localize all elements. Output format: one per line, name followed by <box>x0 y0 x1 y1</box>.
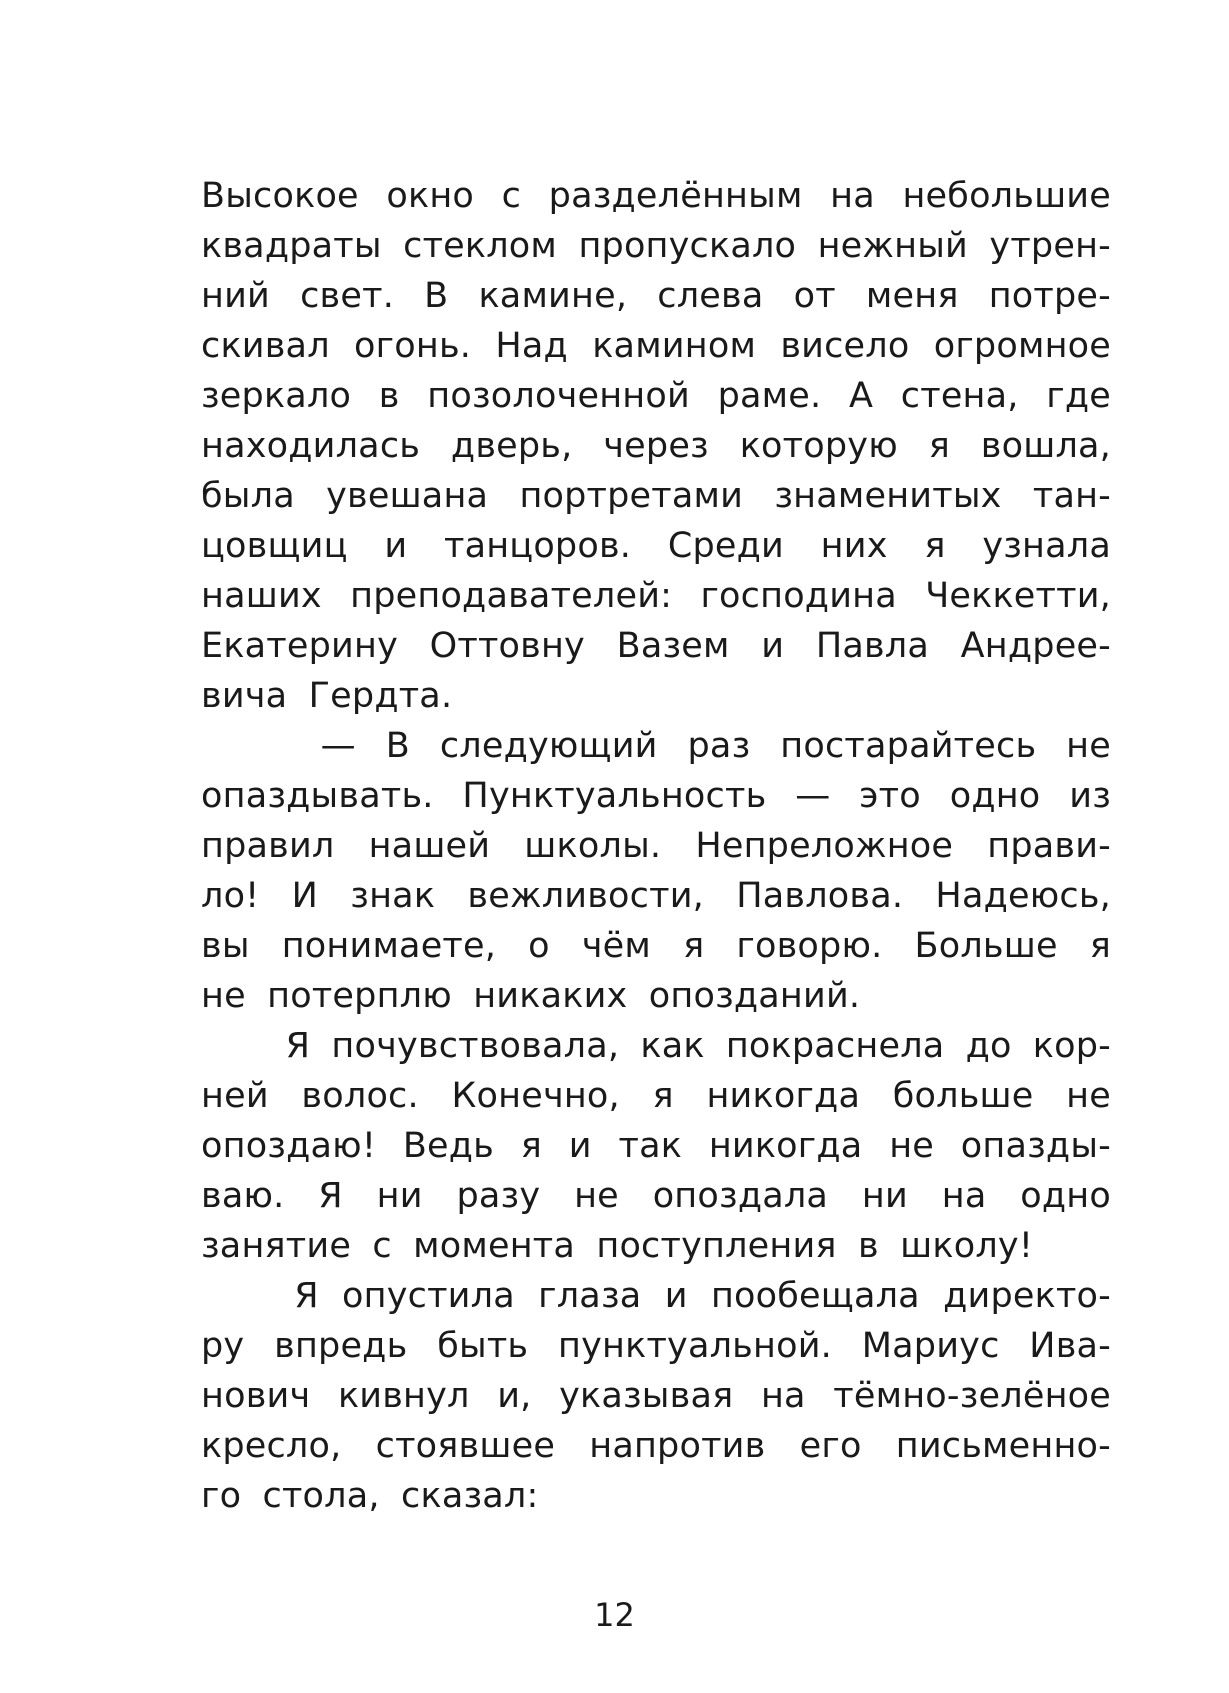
text-line: находилась дверь, через которую я вошла, <box>201 426 1111 466</box>
text-line: го стола, сказал: <box>201 1476 539 1516</box>
text-line: занятие с момента поступления в школу! <box>201 1226 1034 1266</box>
text-line: Екатерину Оттовну Вазем и Павла Андрее- <box>201 626 1111 666</box>
text-line: ваю. Я ни разу не опоздала ни на одно <box>201 1176 1111 1216</box>
text-line: не потерплю никаких опозданий. <box>201 976 861 1016</box>
text-line: опаздывать. Пунктуальность — это одно из <box>201 776 1111 816</box>
body-text <box>201 171 1111 1521</box>
text-line: ней волос. Конечно, я никогда больше не <box>201 1076 1111 1116</box>
text-line: Я почувствовала, как покраснела до кор- <box>201 1026 1111 1066</box>
text-line: нович кивнул и, указывая на тёмно-зелёное <box>201 1376 1111 1416</box>
text-line: кресло, стоявшее напротив его письменно- <box>201 1426 1111 1466</box>
text-line: скивал огонь. Над камином висело огромное <box>201 326 1111 366</box>
text-line: Высокое окно с разделённым на небольшие <box>201 176 1111 216</box>
text-line: зеркало в позолоченной раме. А стена, где <box>201 376 1111 416</box>
text-line: ло! И знак вежливости, Павлова. Надеюсь, <box>201 876 1111 916</box>
text-line: опоздаю! Ведь я и так никогда не опазды- <box>201 1126 1111 1166</box>
text-line: — В следующий раз постарайтесь не <box>201 726 1111 766</box>
text-line: вича Гердта. <box>201 676 453 716</box>
page-number: 12 <box>594 1596 635 1634</box>
text-line: правил нашей школы. Непреложное прави- <box>201 826 1111 866</box>
text-line: ний свет. В камине, слева от меня потре- <box>201 276 1111 316</box>
text-line: цовщиц и танцоров. Среди них я узнала <box>201 526 1111 566</box>
text-line: квадраты стеклом пропускало нежный утрен- <box>201 226 1111 266</box>
text-line: была увешана портретами знаменитых тан- <box>201 476 1111 516</box>
text-line: вы понимаете, о чём я говорю. Больше я <box>201 926 1111 966</box>
text-line: наших преподавателей: господина Чеккетти, <box>201 576 1111 616</box>
text-line: Я опустила глаза и пообещала директо- <box>201 1276 1111 1316</box>
text-line: ру впредь быть пунктуальной. Мариус Ива- <box>201 1326 1111 1366</box>
